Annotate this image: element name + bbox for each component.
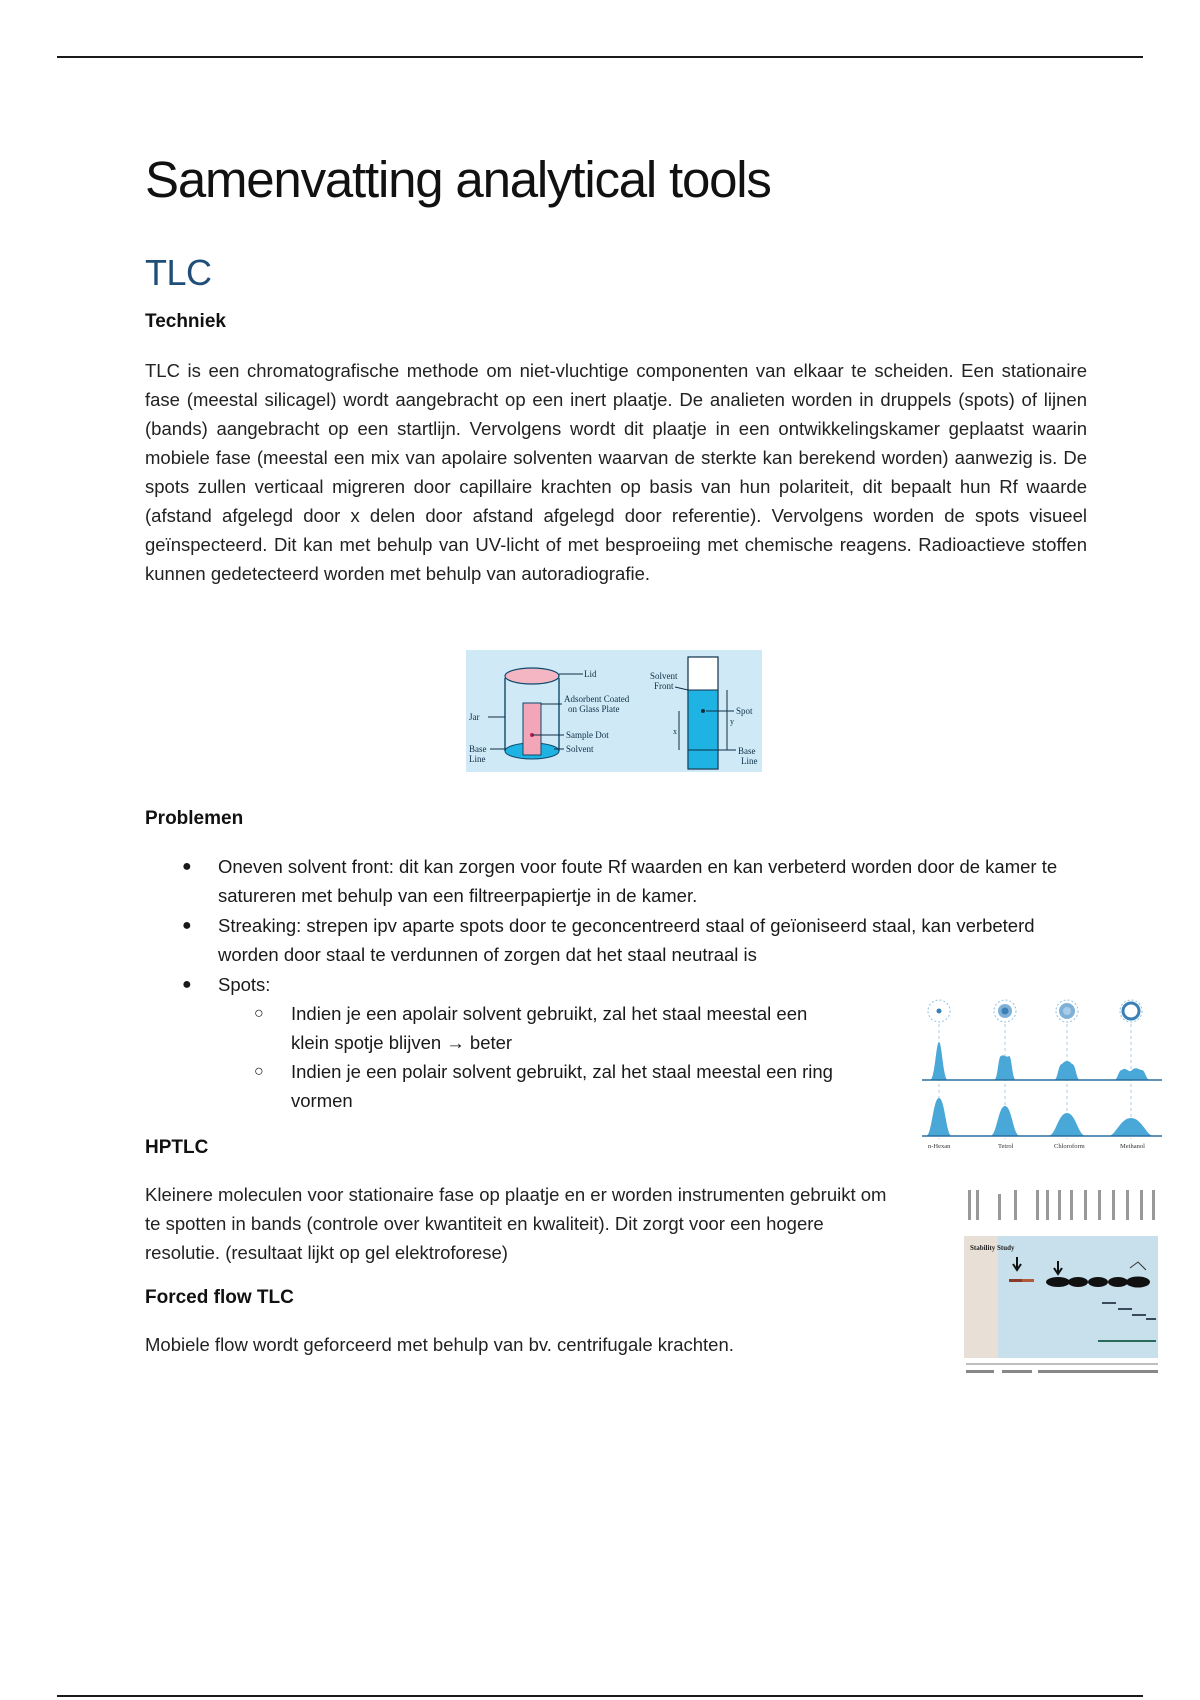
hptlc-paragraph: Kleinere moleculen voor stationaire fase op plaatje en er worden instrumenten gebruikt om te spotten in bands (controle over kwantiteit en kwaliteit). Dit zorgt voor een hogere resolutie. (resultaat lijkt op gel elektroforese) (145, 1184, 887, 1263)
solvent-label: Chloroform (1054, 1143, 1085, 1150)
label-base-line-right-1: Base (738, 746, 756, 756)
label-solvent: Solvent (566, 744, 594, 754)
label-x: x (673, 727, 677, 736)
tlc-apparatus-diagram (466, 650, 762, 772)
solvent-label: Methanol (1120, 1143, 1145, 1150)
section-heading-tlc: TLC (145, 252, 212, 293)
circle-bullet-icon: ○ (254, 1005, 264, 1022)
hptlc-plate-svg (918, 1182, 1166, 1384)
sub-bullet-text: Indien je een apolair solvent gebruikt, zal het staal meestal een klein spotje blijven → beter (291, 1003, 808, 1053)
bullet-text: Spots: (218, 974, 271, 995)
techniek-paragraph: TLC is een chromatografische methode om niet-vluchtige componenten van elkaar te scheiden. Een stationaire fase (meestal silicagel) wordt aangebracht op een inert plaatje. De analieten worden in druppels (spots) of lijnen (bands) aangebracht op een startlijn. Vervolgens wordt dit plaatje in een ontwikkelingskamer geplaatst waarin mobiele fase (meestal een mix van apolaire solventen waarvan de sterkte kan berekend worden) aanwezig is. De spots zullen verticaal migreren door capillaire krachten op basis van hun polariteit, dit bepaalt hun Rf waarde (afstand afgelegd door x delen door afstand afgelegd door referentie). Vervolgens worden de spots visueel geïnspecteerd. Dit kan met behulp van UV-licht of met besproeiing met chemische reagens. Radioactieve stoffen kunnen gedetecteerd worden met behulp van autoradiografie. (145, 360, 1087, 584)
solvent-label: Tetrol (998, 1143, 1014, 1150)
developed-solvent (688, 690, 718, 769)
label-base-line-right-2: Line (741, 756, 758, 766)
label-solvent-front-2: Front (654, 681, 674, 691)
subheading-techniek: Techniek (145, 311, 226, 332)
document-title: Samenvatting analytical tools (145, 151, 771, 208)
label-spot: Spot (736, 706, 753, 716)
tlc-apparatus-svg (466, 650, 762, 772)
reference-lanes (964, 1236, 998, 1358)
bullet-icon: ● (182, 917, 192, 934)
spots-sub-list (218, 999, 838, 1115)
list-item (145, 852, 1100, 910)
bottom-rule (57, 1695, 1143, 1697)
label-adsorbent-2: on Glass Plate (568, 704, 620, 714)
bullet-text: Oneven solvent front: dit kan zorgen voor foute Rf waarden en kan verbeterd worden door de kamer te satureren met behulp van een filtreerpapiertje in de kamer. (218, 856, 1058, 906)
label-lid: Lid (584, 669, 597, 679)
sub-bullet-text: Indien je een polair solvent gebruikt, zal het staal meestal een ring vormen (291, 1061, 833, 1111)
list-item (145, 911, 1100, 969)
developed-spot (701, 709, 705, 713)
spot-shapes-figure (918, 984, 1166, 1152)
subheading-problemen: Problemen (145, 808, 244, 829)
hptlc-plate-figure (918, 1182, 1166, 1384)
subheading-forced-flow: Forced flow TLC (145, 1287, 294, 1308)
bullet-icon: ● (182, 858, 192, 875)
bullet-icon: ● (182, 976, 192, 993)
label-solvent-front-1: Solvent (650, 671, 678, 681)
sub-list-item (218, 1057, 838, 1115)
circle-bullet-icon: ○ (254, 1063, 264, 1080)
solvent-label: n-Hexan (928, 1143, 951, 1150)
jar-lid (505, 668, 559, 684)
glass-plate (523, 703, 541, 755)
label-base-line-left-2: Line (469, 754, 486, 764)
subheading-hptlc: HPTLC (145, 1137, 209, 1158)
sub-list-item (218, 999, 838, 1057)
plate-title: Stability Study (970, 1244, 1015, 1252)
label-jar: Jar (469, 712, 480, 722)
label-adsorbent-1: Adsorbent Coated (564, 694, 630, 704)
label-sample-dot: Sample Dot (566, 730, 609, 740)
bullet-text: Streaking: strepen ipv aparte spots door te geconcentreerd staal of geïoniseerd staal, kan verbeterd worden door staal te verdunnen of zorgen dat het staal neutraal is (218, 915, 1035, 965)
spot-shapes-svg (918, 984, 1166, 1152)
top-rule (57, 56, 1143, 58)
label-base-line-left-1: Base (469, 744, 487, 754)
label-y: y (730, 717, 734, 726)
forced-flow-paragraph: Mobiele flow wordt geforceerd met behulp van bv. centrifugale krachten. (145, 1334, 734, 1355)
